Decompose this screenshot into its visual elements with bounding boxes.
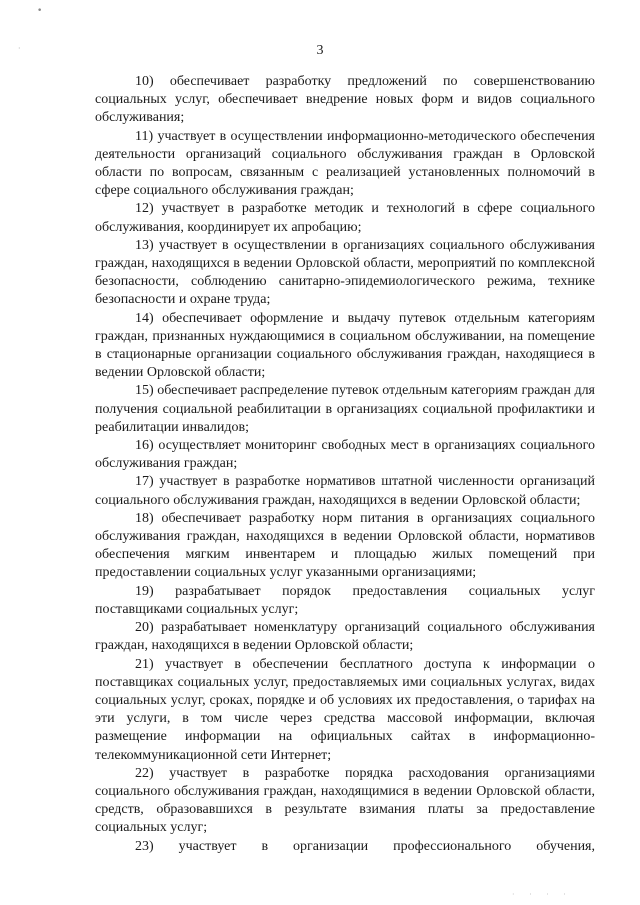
list-item-10: 10) обеспечивает разработку предложений по совершенствованию социальных услуг, обеспечивает внедрение новых форм и видов социального обслуживания; — [95, 74, 595, 126]
list-item-23: 23) участвует в организации профессионального обучения, — [135, 838, 595, 854]
list-item-17: 17) участвует в разработке нормативов штатной численности организаций социального обслуживания граждан, находящихся в ведении Орловской области; — [95, 474, 595, 508]
scan-artifact-mark: • — [37, 6, 43, 16]
list-item-13: 13) участвует в осуществлении в организациях социального обслуживания граждан, находящихся в ведении Орловской области, мероприятий по комплексной безопасности, соблюдению санитарно-эпидемиологического режима, технике безопасности и охране труда; — [95, 237, 595, 308]
scan-artifact-dot: · — [18, 44, 21, 53]
list-item-18: 18) обеспечивает разработку норм питания в организациях социального обслуживания граждан, находящихся в ведении Орловской области, нормативов обеспечения мягким инвентарем и площадью жилых помещений при предоставлении социальных услуг указанными организациями; — [95, 510, 595, 581]
list-item-21: 21) участвует в обеспечении бесплатного доступа к информации о поставщиках социальных услуг, предоставляемых ими социальных услугах, видах социальных услуг, сроках, порядке и об условиях их предоставления, о тарифах на эти услуги, в том числе через средства массовой информации, включая размещение информации на официальных сайтах в информационно-телекоммуникационной сети Интернет; — [95, 656, 595, 763]
page-number: 3 — [316, 43, 324, 58]
list-item-19: 19) разрабатывает порядок предоставления социальных услуг поставщиками социальных услуг; — [95, 583, 595, 617]
list-item-15: 15) обеспечивает распределение путевок отдельным категориям граждан для получения социальной реабилитации в организациях социальной профилактики и реабилитации инвалидов; — [95, 383, 595, 435]
list-item-16: 16) осуществляет мониторинг свободных мест в организациях социального обслуживания граждан; — [95, 438, 595, 472]
list-item-20: 20) разрабатывает номенклатуру организаций социального обслуживания граждан, находящихся в ведении Орловской области; — [95, 620, 595, 654]
scan-artifact-footer: · · · · — [512, 890, 572, 899]
list-item-22: 22) участвует в разработке порядка расходования организациями социального обслуживания граждан, находящимися в ведении Орловской области, средств, образовавшихся в результате взимания платы за предоставление социальных услуг; — [95, 765, 595, 836]
list-item-14: 14) обеспечивает оформление и выдачу путевок отдельным категориям граждан, признанных нуждающимися в социальном обслуживании, на помещение в стационарные организации социального обслуживания граждан, находящиеся в ведении Орловской области; — [95, 310, 595, 381]
list-item-11: 11) участвует в осуществлении информационно-методического обеспечения деятельности организаций социального обслуживания граждан в Орловской области по вопросам, связанным с реализацией установленных полномочий в сфере социального обслуживания граждан; — [95, 128, 595, 199]
list-item-12: 12) участвует в разработке методик и технологий в сфере социального обслуживания, координирует их апробацию; — [95, 201, 595, 235]
document-body — [95, 73, 595, 856]
